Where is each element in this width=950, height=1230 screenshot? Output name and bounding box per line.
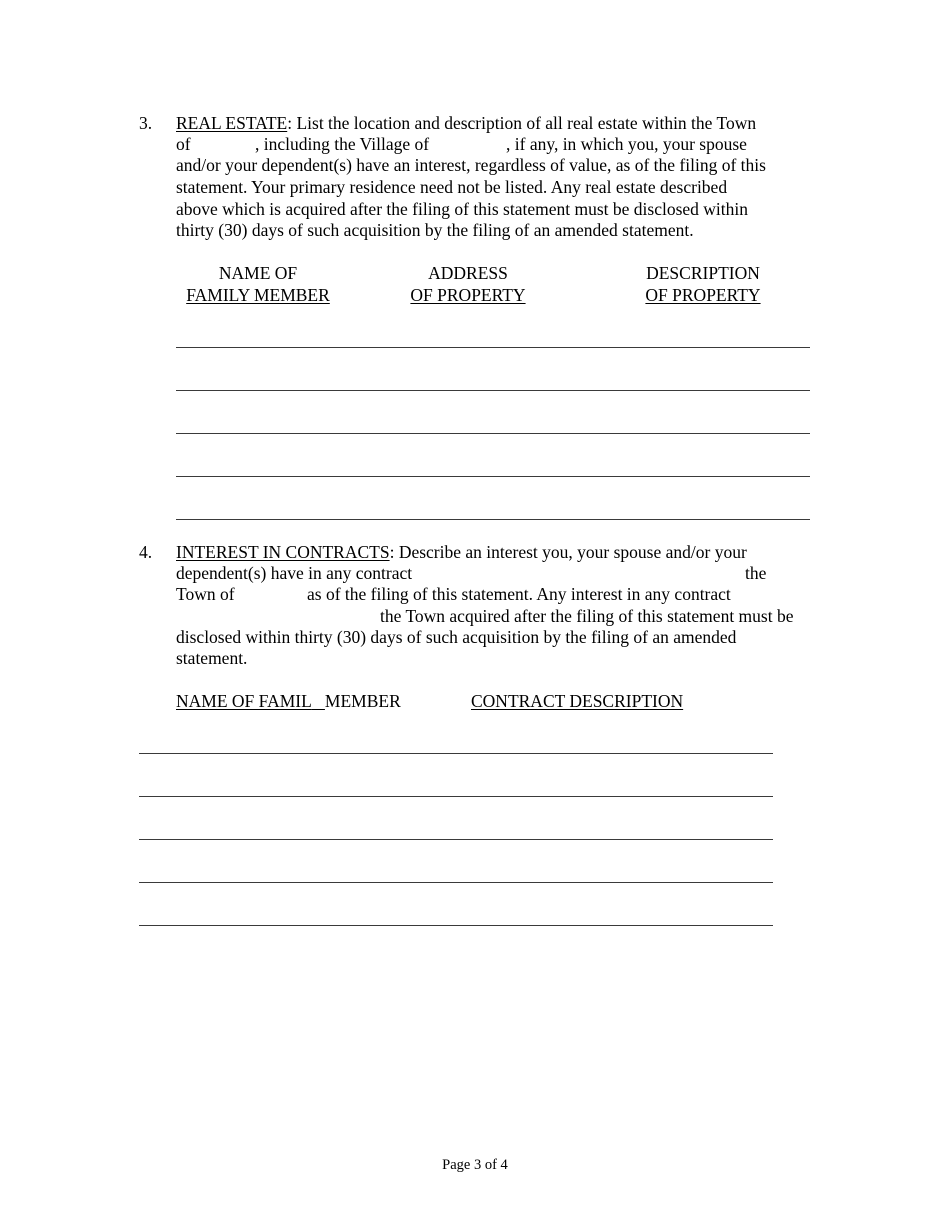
column-header-line-2: FAMILY MEMBER — [186, 284, 330, 305]
column-header-line-2: OF PROPERTY — [410, 284, 526, 305]
column-header-part-a: NAME OF FAMIL — [176, 691, 312, 711]
contract-entry-line[interactable] — [139, 796, 773, 797]
column-header-address-of-property — [368, 263, 568, 306]
section-3-line-2a: of — [176, 134, 191, 154]
section-3-line-3: and/or your dependent(s) have an interest, regardless of value, as of the filing of this — [176, 155, 766, 175]
column-header-line-1: DESCRIPTION — [646, 263, 760, 283]
section-4-heading: INTEREST IN CONTRACTS — [176, 542, 390, 562]
column-header-part-b: MEMBER — [324, 691, 401, 711]
section-4-line-3a: Town of — [176, 584, 235, 604]
real-estate-entry-line[interactable] — [176, 519, 810, 520]
section-3-number: 3. — [139, 113, 153, 133]
column-header-line-1: NAME OF — [218, 263, 298, 283]
contract-entry-line[interactable] — [139, 925, 773, 926]
contract-entry-line[interactable] — [139, 753, 773, 754]
section-3-heading: REAL ESTATE — [176, 113, 288, 133]
section-4-line-3b: as of the filing of this statement. Any interest in any contract — [307, 584, 731, 604]
real-estate-entry-line[interactable] — [176, 433, 810, 434]
section-3-line-2c: , if any, in which you, your spouse — [506, 134, 747, 154]
section-3-line-6: thirty (30) days of such acquisition by the filing of an amended statement. — [176, 220, 694, 240]
contract-entry-line[interactable] — [139, 882, 773, 883]
column-header-contract-description: CONTRACT DESCRIPTION — [471, 691, 684, 711]
page-number: Page 3 of 4 — [442, 1157, 508, 1173]
section-3-line-5: above which is acquired after the filing of this statement must be disclosed within — [176, 199, 749, 219]
section-3-line-2b: , including the Village of — [255, 134, 430, 154]
section-3-line-1 — [176, 113, 756, 134]
section-3-line-1-text: : List the location and description of all real estate within the Town — [287, 113, 757, 133]
real-estate-entry-line[interactable] — [176, 476, 810, 477]
column-header-line-1: ADDRESS — [428, 263, 508, 283]
section-4-number: 4. — [139, 542, 153, 562]
section-4-line-1-text: : Describe an interest you, your spouse and/or your — [389, 542, 747, 562]
column-header-gap — [312, 691, 325, 711]
column-header-name-of-family-member — [158, 263, 358, 306]
section-4-line-4: the Town acquired after the filing of this statement must be — [380, 606, 794, 626]
column-header-line-2: OF PROPERTY — [645, 284, 761, 305]
real-estate-entry-line[interactable] — [176, 347, 810, 348]
real-estate-entry-line[interactable] — [176, 390, 810, 391]
section-4-line-2a: dependent(s) have in any contract — [176, 563, 413, 583]
section-4-line-2b: the — [745, 563, 767, 583]
section-4-line-6: statement. — [176, 648, 248, 668]
column-header-description-of-property — [603, 263, 803, 306]
contract-entry-line[interactable] — [139, 839, 773, 840]
column-header-name-of-family-member — [176, 691, 401, 712]
section-4-line-5: disclosed within thirty (30) days of such acquisition by the filing of an amended — [176, 627, 737, 647]
section-4-line-1 — [176, 542, 747, 563]
section-3-line-4: statement. Your primary residence need not be listed. Any real estate described — [176, 177, 728, 197]
